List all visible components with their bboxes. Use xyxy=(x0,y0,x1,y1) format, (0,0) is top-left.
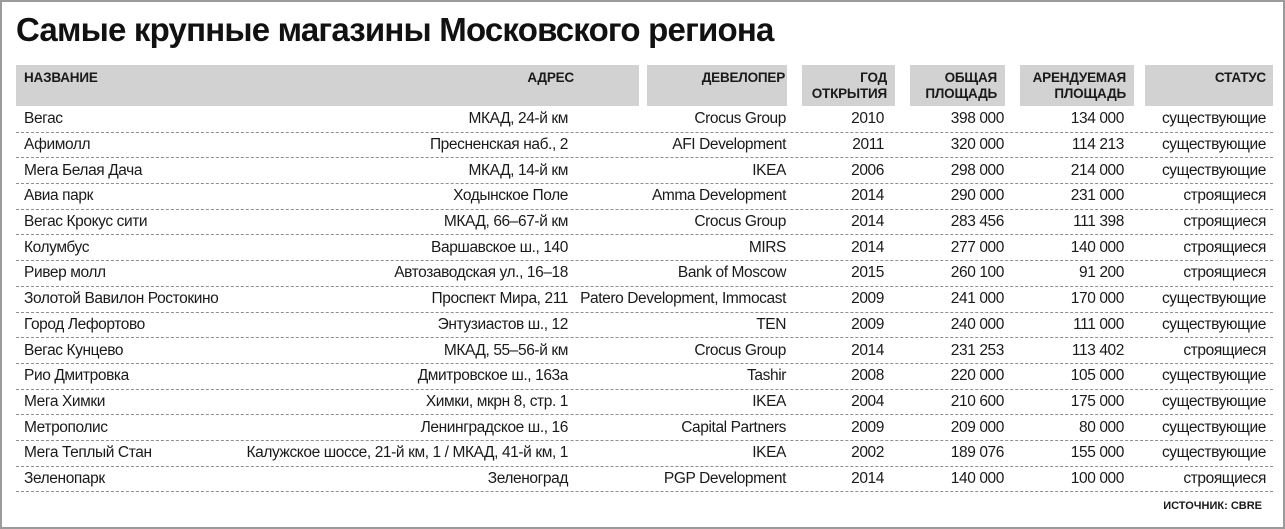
cell-address: Варшавское ш., 140 xyxy=(431,238,568,256)
cell-total-area: 260 100 xyxy=(950,264,1004,282)
column-header-year: ГОД ОТКРЫТИЯ xyxy=(811,70,887,101)
cell-address: МКАД, 66–67-й км xyxy=(443,213,568,231)
column-header-developer: ДЕВЕЛОПЕР xyxy=(701,70,785,85)
cell-developer: Capital Partners xyxy=(681,418,786,436)
cell-rent-area: 140 000 xyxy=(1070,238,1124,256)
table-row xyxy=(16,313,1273,339)
table-row xyxy=(16,133,1273,159)
cell-address: Ленинградское ш., 16 xyxy=(420,418,568,436)
cell-name: Зеленопарк xyxy=(24,469,105,487)
cell-total-area: 209 000 xyxy=(950,418,1004,436)
cell-rent-area: 91 200 xyxy=(1078,264,1124,282)
cell-year: 2002 xyxy=(851,444,884,462)
table-row xyxy=(16,261,1273,287)
cell-name: Мега Теплый Стан xyxy=(24,444,152,462)
cell-developer: Crocus Group xyxy=(694,110,786,128)
cell-year: 2015 xyxy=(851,264,884,282)
cell-name: Авиа парк xyxy=(24,187,93,205)
column-header-name: НАЗВАНИЕ xyxy=(24,70,98,85)
cell-status: существующие xyxy=(1161,392,1266,410)
cell-status: существующие xyxy=(1161,418,1266,436)
cell-total-area: 283 456 xyxy=(950,213,1004,231)
header-cell-status xyxy=(1145,65,1273,106)
cell-name: Ривер молл xyxy=(24,264,106,282)
cell-name: Город Лефортово xyxy=(24,315,145,333)
cell-address: Проспект Мира, 211 xyxy=(431,290,568,308)
cell-rent-area: 114 213 xyxy=(1071,136,1124,154)
cell-address: Ходынское Поле xyxy=(453,187,568,205)
cell-status: строящиеся xyxy=(1183,341,1266,359)
cell-total-area: 241 000 xyxy=(950,290,1004,308)
cell-total-area: 290 000 xyxy=(950,187,1004,205)
cell-developer: IKEA xyxy=(752,444,786,462)
column-header-status: СТАТУС xyxy=(1214,70,1266,85)
cell-total-area: 277 000 xyxy=(950,238,1004,256)
cell-rent-area: 170 000 xyxy=(1070,290,1124,308)
cell-year: 2014 xyxy=(851,341,884,359)
cell-developer: Crocus Group xyxy=(694,213,786,231)
cell-status: существующие xyxy=(1161,444,1266,462)
source-label: ИСТОЧНИК: CBRE xyxy=(1163,500,1262,512)
cell-year: 2006 xyxy=(851,161,884,179)
cell-status: существующие xyxy=(1161,136,1266,154)
cell-address: Калужское шоссе, 21-й км, 1 / МКАД, 41-й км, 1 xyxy=(246,444,568,462)
cell-developer: Patero Development, Immocast xyxy=(580,290,786,308)
cell-year: 2014 xyxy=(851,238,884,256)
cell-name: Вегас Крокус сити xyxy=(24,213,148,231)
header-cell-name-address xyxy=(16,65,639,106)
cell-developer: Bank of Moscow xyxy=(677,264,786,282)
cell-year: 2009 xyxy=(851,418,884,436)
cell-developer: IKEA xyxy=(752,392,786,410)
column-header-address: АДРЕС xyxy=(527,70,574,85)
table-row xyxy=(16,364,1273,390)
cell-rent-area: 100 000 xyxy=(1070,469,1124,487)
cell-total-area: 220 000 xyxy=(950,367,1004,385)
header-cell-developer xyxy=(647,65,787,106)
cell-status: существующие xyxy=(1161,290,1266,308)
cell-rent-area: 111 000 xyxy=(1073,315,1124,333)
cell-status: существующие xyxy=(1161,315,1266,333)
header-cell-total-area xyxy=(910,65,1005,106)
cell-year: 2011 xyxy=(852,136,884,154)
table-body xyxy=(16,107,1273,492)
cell-developer: Crocus Group xyxy=(694,341,786,359)
cell-status: строящиеся xyxy=(1183,213,1266,231)
cell-total-area: 189 076 xyxy=(950,444,1004,462)
cell-total-area: 398 000 xyxy=(950,110,1004,128)
table-row xyxy=(16,467,1273,493)
cell-developer: PGP Development xyxy=(663,469,786,487)
cell-total-area: 231 253 xyxy=(950,341,1004,359)
cell-name: Золотой Вавилон Ростокино xyxy=(24,290,219,308)
cell-year: 2010 xyxy=(851,110,884,128)
cell-rent-area: 231 000 xyxy=(1070,187,1124,205)
header-cell-year xyxy=(802,65,895,106)
cell-year: 2009 xyxy=(851,315,884,333)
cell-year: 2014 xyxy=(851,213,884,231)
cell-year: 2008 xyxy=(851,367,884,385)
cell-year: 2004 xyxy=(851,392,884,410)
table-row xyxy=(16,158,1273,184)
cell-total-area: 320 000 xyxy=(950,136,1004,154)
cell-name: Рио Дмитровка xyxy=(24,367,129,385)
cell-developer: Amma Development xyxy=(651,187,786,205)
table-row xyxy=(16,235,1273,261)
cell-status: строящиеся xyxy=(1183,469,1266,487)
cell-rent-area: 111 398 xyxy=(1073,213,1124,231)
cell-total-area: 140 000 xyxy=(950,469,1004,487)
cell-name: Вегас Кунцево xyxy=(24,341,124,359)
cell-status: строящиеся xyxy=(1183,264,1266,282)
cell-address: Дмитровское ш., 163а xyxy=(417,367,568,385)
cell-status: существующие xyxy=(1161,161,1266,179)
cell-name: Вегас xyxy=(24,110,63,128)
cell-rent-area: 105 000 xyxy=(1070,367,1124,385)
table-row xyxy=(16,415,1273,441)
cell-address: Химки, мкрн 8, стр. 1 xyxy=(425,392,568,410)
cell-name: Мега Белая Дача xyxy=(24,161,143,179)
cell-status: существующие xyxy=(1161,367,1266,385)
cell-status: строящиеся xyxy=(1183,238,1266,256)
table-row xyxy=(16,441,1273,467)
cell-developer: IKEA xyxy=(752,161,786,179)
cell-name: Метрополис xyxy=(24,418,108,436)
header-cell-rent-area xyxy=(1020,65,1134,106)
cell-developer: Tashir xyxy=(747,367,786,385)
column-header-rent-area: АРЕНДУЕМАЯ ПЛОЩАДЬ xyxy=(1032,70,1126,101)
table-row xyxy=(16,210,1273,236)
table-row xyxy=(16,107,1273,133)
cell-name: Колумбус xyxy=(24,238,90,256)
header-row xyxy=(16,65,1273,106)
cell-year: 2014 xyxy=(851,187,884,205)
cell-rent-area: 155 000 xyxy=(1070,444,1124,462)
cell-developer: TEN xyxy=(756,315,786,333)
cell-name: Афимолл xyxy=(24,136,91,154)
cell-rent-area: 80 000 xyxy=(1078,418,1124,436)
cell-address: МКАД, 14-й км xyxy=(468,161,568,179)
cell-address: МКАД, 24-й км xyxy=(468,110,568,128)
cell-year: 2014 xyxy=(851,469,884,487)
cell-rent-area: 175 000 xyxy=(1070,392,1124,410)
cell-year: 2009 xyxy=(851,290,884,308)
cell-status: существующие xyxy=(1161,110,1266,128)
table-row xyxy=(16,184,1273,210)
cell-address: Автозаводская ул., 16–18 xyxy=(394,264,568,282)
table-row xyxy=(16,390,1273,416)
cell-address: Энтузиастов ш., 12 xyxy=(437,315,568,333)
cell-rent-area: 113 402 xyxy=(1071,341,1124,359)
cell-total-area: 298 000 xyxy=(950,161,1004,179)
cell-total-area: 210 600 xyxy=(950,392,1004,410)
column-header-total-area: ОБЩАЯ ПЛОЩАДЬ xyxy=(925,70,997,101)
cell-address: Пресненская наб., 2 xyxy=(429,136,568,154)
cell-developer: AFI Development xyxy=(672,136,786,154)
cell-developer: MIRS xyxy=(748,238,786,256)
table-row xyxy=(16,287,1273,313)
cell-address: МКАД, 55–56-й км xyxy=(443,341,568,359)
cell-rent-area: 134 000 xyxy=(1070,110,1124,128)
cell-address: Зеленоград xyxy=(487,469,568,487)
cell-total-area: 240 000 xyxy=(950,315,1004,333)
cell-rent-area: 214 000 xyxy=(1070,161,1124,179)
cell-name: Мега Химки xyxy=(24,392,106,410)
page-title: Самые крупные магазины Московского региона xyxy=(16,11,774,48)
cell-status: строящиеся xyxy=(1183,187,1266,205)
table-row xyxy=(16,338,1273,364)
